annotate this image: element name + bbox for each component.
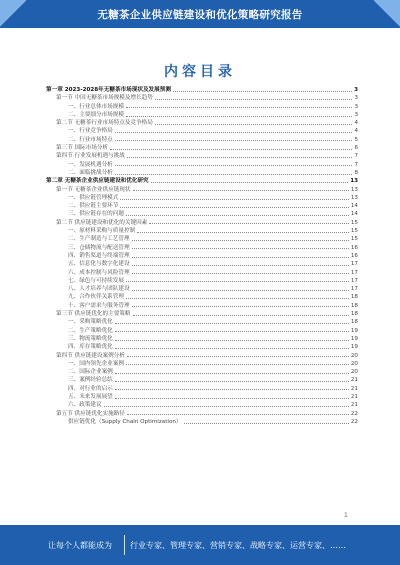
- toc-entry-page: 13: [350, 178, 358, 185]
- toc-entry[interactable]: [46, 293, 358, 301]
- toc-entry[interactable]: [46, 352, 358, 360]
- toc-entry-page: 21: [350, 393, 358, 400]
- toc-entry-page: 21: [350, 402, 358, 409]
- toc-leader-dots: [126, 107, 352, 108]
- toc-entry[interactable]: [46, 177, 358, 185]
- toc-entry[interactable]: [46, 136, 358, 144]
- toc-entry[interactable]: [46, 119, 358, 127]
- toc-entry-label: 第一节 中国无糖茶市场规模及增长趋势: [56, 95, 153, 102]
- toc-entry-page: 22: [350, 418, 358, 425]
- toc-leader-dots: [115, 340, 349, 341]
- toc-leader-dots: [133, 315, 349, 316]
- toc-leader-dots: [104, 406, 349, 407]
- toc-entry-label: 五、未来发展展望: [68, 393, 113, 400]
- toc-entry-page: 13: [350, 186, 358, 193]
- toc-entry[interactable]: [46, 202, 358, 210]
- toc-entry[interactable]: [46, 210, 358, 218]
- toc-entry-label: 三、案例经验总结: [68, 377, 113, 384]
- toc-leader-dots: [132, 306, 349, 307]
- toc-entry-label: 三、供应链存在的问题: [68, 211, 124, 218]
- footer-tagline: 行业专家、管理专家、营销专家、战略专家、运营专家、……: [130, 541, 346, 550]
- toc-entry-page: 15: [350, 236, 358, 243]
- toc-entry-label: 第三节 供应链优化的主要策略: [56, 311, 131, 318]
- table-of-contents: [46, 86, 358, 426]
- toc-entry[interactable]: [46, 277, 358, 285]
- toc-leader-dots: [126, 281, 349, 282]
- toc-entry-page: 13: [350, 194, 358, 201]
- toc-leader-dots: [115, 323, 349, 324]
- toc-entry[interactable]: [46, 235, 358, 243]
- toc-leader-dots: [115, 389, 349, 390]
- footer-divider: [124, 535, 125, 555]
- toc-leader-dots: [115, 174, 353, 175]
- toc-entry-page: 3: [354, 111, 358, 118]
- toc-leader-dots: [149, 223, 349, 224]
- toc-leader-dots: [132, 290, 349, 291]
- toc-entry[interactable]: [46, 269, 358, 277]
- toc-entry[interactable]: [46, 418, 358, 426]
- toc-leader-dots: [115, 132, 353, 133]
- toc-entry-label: 三、物流策略优化: [68, 335, 113, 342]
- toc-entry-label: 四、库存策略优化: [68, 344, 113, 351]
- toc-leader-dots: [132, 248, 349, 249]
- toc-entry-label: 第二节 供应链建设和优化的关键因素: [56, 219, 148, 226]
- toc-entry-label: 一、采购策略优化: [68, 319, 113, 326]
- toc-entry[interactable]: [46, 335, 358, 343]
- toc-entry-page: 17: [350, 261, 358, 268]
- toc-entry[interactable]: [46, 260, 358, 268]
- toc-heading: 内容目录: [164, 64, 236, 80]
- toc-entry[interactable]: [46, 219, 358, 227]
- toc-leader-dots: [115, 165, 353, 166]
- toc-entry[interactable]: [46, 252, 358, 260]
- toc-entry-label: 一、行业总体市场规模: [68, 103, 124, 110]
- toc-entry-page: 19: [350, 335, 358, 342]
- toc-entry-label: 二、国际企业案例: [68, 369, 113, 376]
- toc-entry[interactable]: [46, 127, 358, 135]
- toc-leader-dots: [126, 116, 352, 117]
- toc-entry-label: 第五节 供应链优化实施路径: [56, 410, 125, 417]
- toc-entry[interactable]: [46, 169, 358, 177]
- toc-entry[interactable]: [46, 161, 358, 169]
- toc-entry-label: 一、原材料采购与质量控制: [68, 228, 136, 235]
- toc-entry-label: 七、绿色与可持续发展: [68, 277, 124, 284]
- toc-entry[interactable]: [46, 327, 358, 335]
- toc-entry-page: 18: [350, 319, 358, 326]
- toc-entry-label: 九、合作伙伴关系管理: [68, 294, 124, 301]
- toc-entry-label: 第二章 无糖茶企业供应链建设和优化研究: [46, 178, 149, 185]
- toc-entry-label: 一、发展机遇分析: [68, 161, 113, 168]
- toc-entry-label: 八、人才培养与团队建设: [68, 286, 130, 293]
- toc-entry[interactable]: [46, 318, 358, 326]
- toc-entry-label: 一、行业竞争格局: [68, 128, 113, 135]
- toc-leader-dots: [126, 364, 349, 365]
- toc-entry-label: 十、客户需求与服务管理: [68, 302, 130, 309]
- toc-entry-label: 四、对行业的启示: [68, 385, 113, 392]
- toc-entry-page: 4: [354, 120, 358, 127]
- toc-leader-dots: [155, 99, 353, 100]
- toc-entry-page: 15: [350, 228, 358, 235]
- toc-entry-page: 6: [354, 145, 358, 152]
- header-decoration-right: [374, 0, 400, 28]
- toc-entry-label: 六、政策建议: [68, 402, 102, 409]
- toc-leader-dots: [115, 381, 349, 382]
- toc-entry[interactable]: [46, 285, 358, 293]
- toc-entry-page: 18: [350, 302, 358, 309]
- toc-entry[interactable]: [46, 385, 358, 393]
- toc-leader-dots: [173, 91, 352, 92]
- toc-leader-dots: [120, 207, 349, 208]
- toc-leader-dots: [155, 124, 353, 125]
- toc-entry[interactable]: [46, 111, 358, 119]
- toc-entry-page: 20: [350, 352, 358, 359]
- toc-entry-label: 供应链优化（Supply Chain Optimization）: [68, 418, 182, 425]
- toc-leader-dots: [115, 398, 349, 399]
- toc-entry-page: 18: [350, 311, 358, 318]
- toc-entry-page: 4: [354, 128, 358, 135]
- toc-entry-page: 19: [350, 344, 358, 351]
- toc-entry-page: 8: [354, 169, 358, 176]
- toc-leader-dots: [151, 182, 349, 183]
- toc-entry-page: 21: [350, 377, 358, 384]
- toc-entry[interactable]: [46, 194, 358, 202]
- toc-entry[interactable]: [46, 368, 358, 376]
- toc-entry[interactable]: [46, 360, 358, 368]
- toc-entry-label: 二、生产策略优化: [68, 327, 113, 334]
- toc-entry-page: 3: [354, 103, 358, 110]
- toc-entry[interactable]: [46, 393, 358, 401]
- page-footer: [0, 525, 400, 565]
- toc-entry-page: 7: [354, 161, 358, 168]
- page-number: 1: [344, 512, 348, 519]
- toc-entry-label: 第一节 无糖茶企业供应链现状: [56, 186, 131, 193]
- toc-entry-label: 第三节 国际市场分析: [56, 145, 109, 152]
- toc-entry-label: 第四节 行业发展机遇与挑战: [56, 153, 125, 160]
- toc-entry-page: 22: [350, 410, 358, 417]
- toc-entry-label: 四、销售渠道与终端管理: [68, 252, 130, 259]
- toc-leader-dots: [126, 298, 349, 299]
- toc-leader-dots: [127, 414, 349, 415]
- toc-entry-page: 15: [350, 219, 358, 226]
- toc-entry-page: 3: [354, 95, 358, 102]
- toc-entry-label: 第一章 2023-2028年无糖茶市场现状及发展预测: [46, 87, 171, 93]
- toc-entry-page: 17: [350, 269, 358, 276]
- toc-entry[interactable]: [46, 94, 358, 102]
- toc-entry-page: 14: [350, 211, 358, 218]
- toc-entry-page: 20: [350, 369, 358, 376]
- toc-leader-dots: [126, 215, 349, 216]
- toc-entry-label: 三、仓储物流与配送管理: [68, 244, 130, 251]
- toc-entry-label: 二、供应链主要环节: [68, 203, 119, 210]
- toc-entry[interactable]: [46, 186, 358, 194]
- toc-entry[interactable]: [46, 152, 358, 160]
- toc-entry-page: 14: [350, 203, 358, 210]
- toc-entry-page: 7: [354, 153, 358, 160]
- toc-leader-dots: [120, 199, 349, 200]
- toc-entry-label: 二、生产制造与工艺管理: [68, 236, 130, 243]
- toc-entry-label: 一、供应链管理模式: [68, 194, 119, 201]
- toc-entry[interactable]: [46, 103, 358, 111]
- toc-entry[interactable]: [46, 401, 358, 409]
- footer-slogan: 让每个人都能成为: [48, 541, 112, 550]
- toc-entry[interactable]: [46, 244, 358, 252]
- toc-entry-label: 二、行业市场特点: [68, 136, 113, 143]
- toc-leader-dots: [115, 140, 353, 141]
- toc-leader-dots: [184, 423, 349, 424]
- toc-entry-page: 16: [350, 244, 358, 251]
- toc-entry-page: 17: [350, 277, 358, 284]
- toc-entry[interactable]: [46, 343, 358, 351]
- toc-leader-dots: [133, 190, 349, 191]
- toc-entry-page: 20: [350, 360, 358, 367]
- toc-entry[interactable]: [46, 302, 358, 310]
- toc-entry-label: 第四节 供应链建设案例分析: [56, 352, 125, 359]
- toc-entry-page: 19: [350, 327, 358, 334]
- toc-leader-dots: [115, 331, 349, 332]
- toc-leader-dots: [132, 273, 349, 274]
- toc-entry-page: 17: [350, 286, 358, 293]
- toc-entry-page: 3: [354, 87, 358, 93]
- toc-leader-dots: [137, 232, 349, 233]
- toc-entry[interactable]: [46, 144, 358, 152]
- toc-entry-page: 18: [350, 294, 358, 301]
- toc-entry[interactable]: [46, 410, 358, 418]
- toc-entry-label: 一、国内领先企业案例: [68, 360, 124, 367]
- toc-entry-label: 五、信息化与数字化建设: [68, 261, 130, 268]
- toc-entry-label: 六、成本控制与风险管理: [68, 269, 130, 276]
- toc-entry-page: 21: [350, 385, 358, 392]
- report-title: 无糖茶企业供应链建设和优化策略研究报告: [97, 9, 303, 21]
- toc-leader-dots: [132, 240, 349, 241]
- toc-entry[interactable]: [46, 86, 358, 94]
- toc-entry-page: 5: [354, 136, 358, 143]
- toc-entry-label: 二、主要细分市场规模: [68, 111, 124, 118]
- toc-entry[interactable]: [46, 310, 358, 318]
- page-header: [0, 0, 400, 28]
- toc-entry[interactable]: [46, 376, 358, 384]
- toc-leader-dots: [110, 149, 352, 150]
- toc-leader-dots: [132, 265, 349, 266]
- toc-entry-label: 第二节 无糖茶行业市场特点及竞争格局: [56, 120, 153, 127]
- toc-entry-page: 16: [350, 252, 358, 259]
- toc-leader-dots: [132, 257, 349, 258]
- toc-leader-dots: [115, 373, 349, 374]
- toc-leader-dots: [127, 356, 349, 357]
- toc-leader-dots: [127, 157, 353, 158]
- toc-entry[interactable]: [46, 227, 358, 235]
- toc-entry-label: 二、面临挑战分析: [68, 169, 113, 176]
- toc-leader-dots: [115, 348, 349, 349]
